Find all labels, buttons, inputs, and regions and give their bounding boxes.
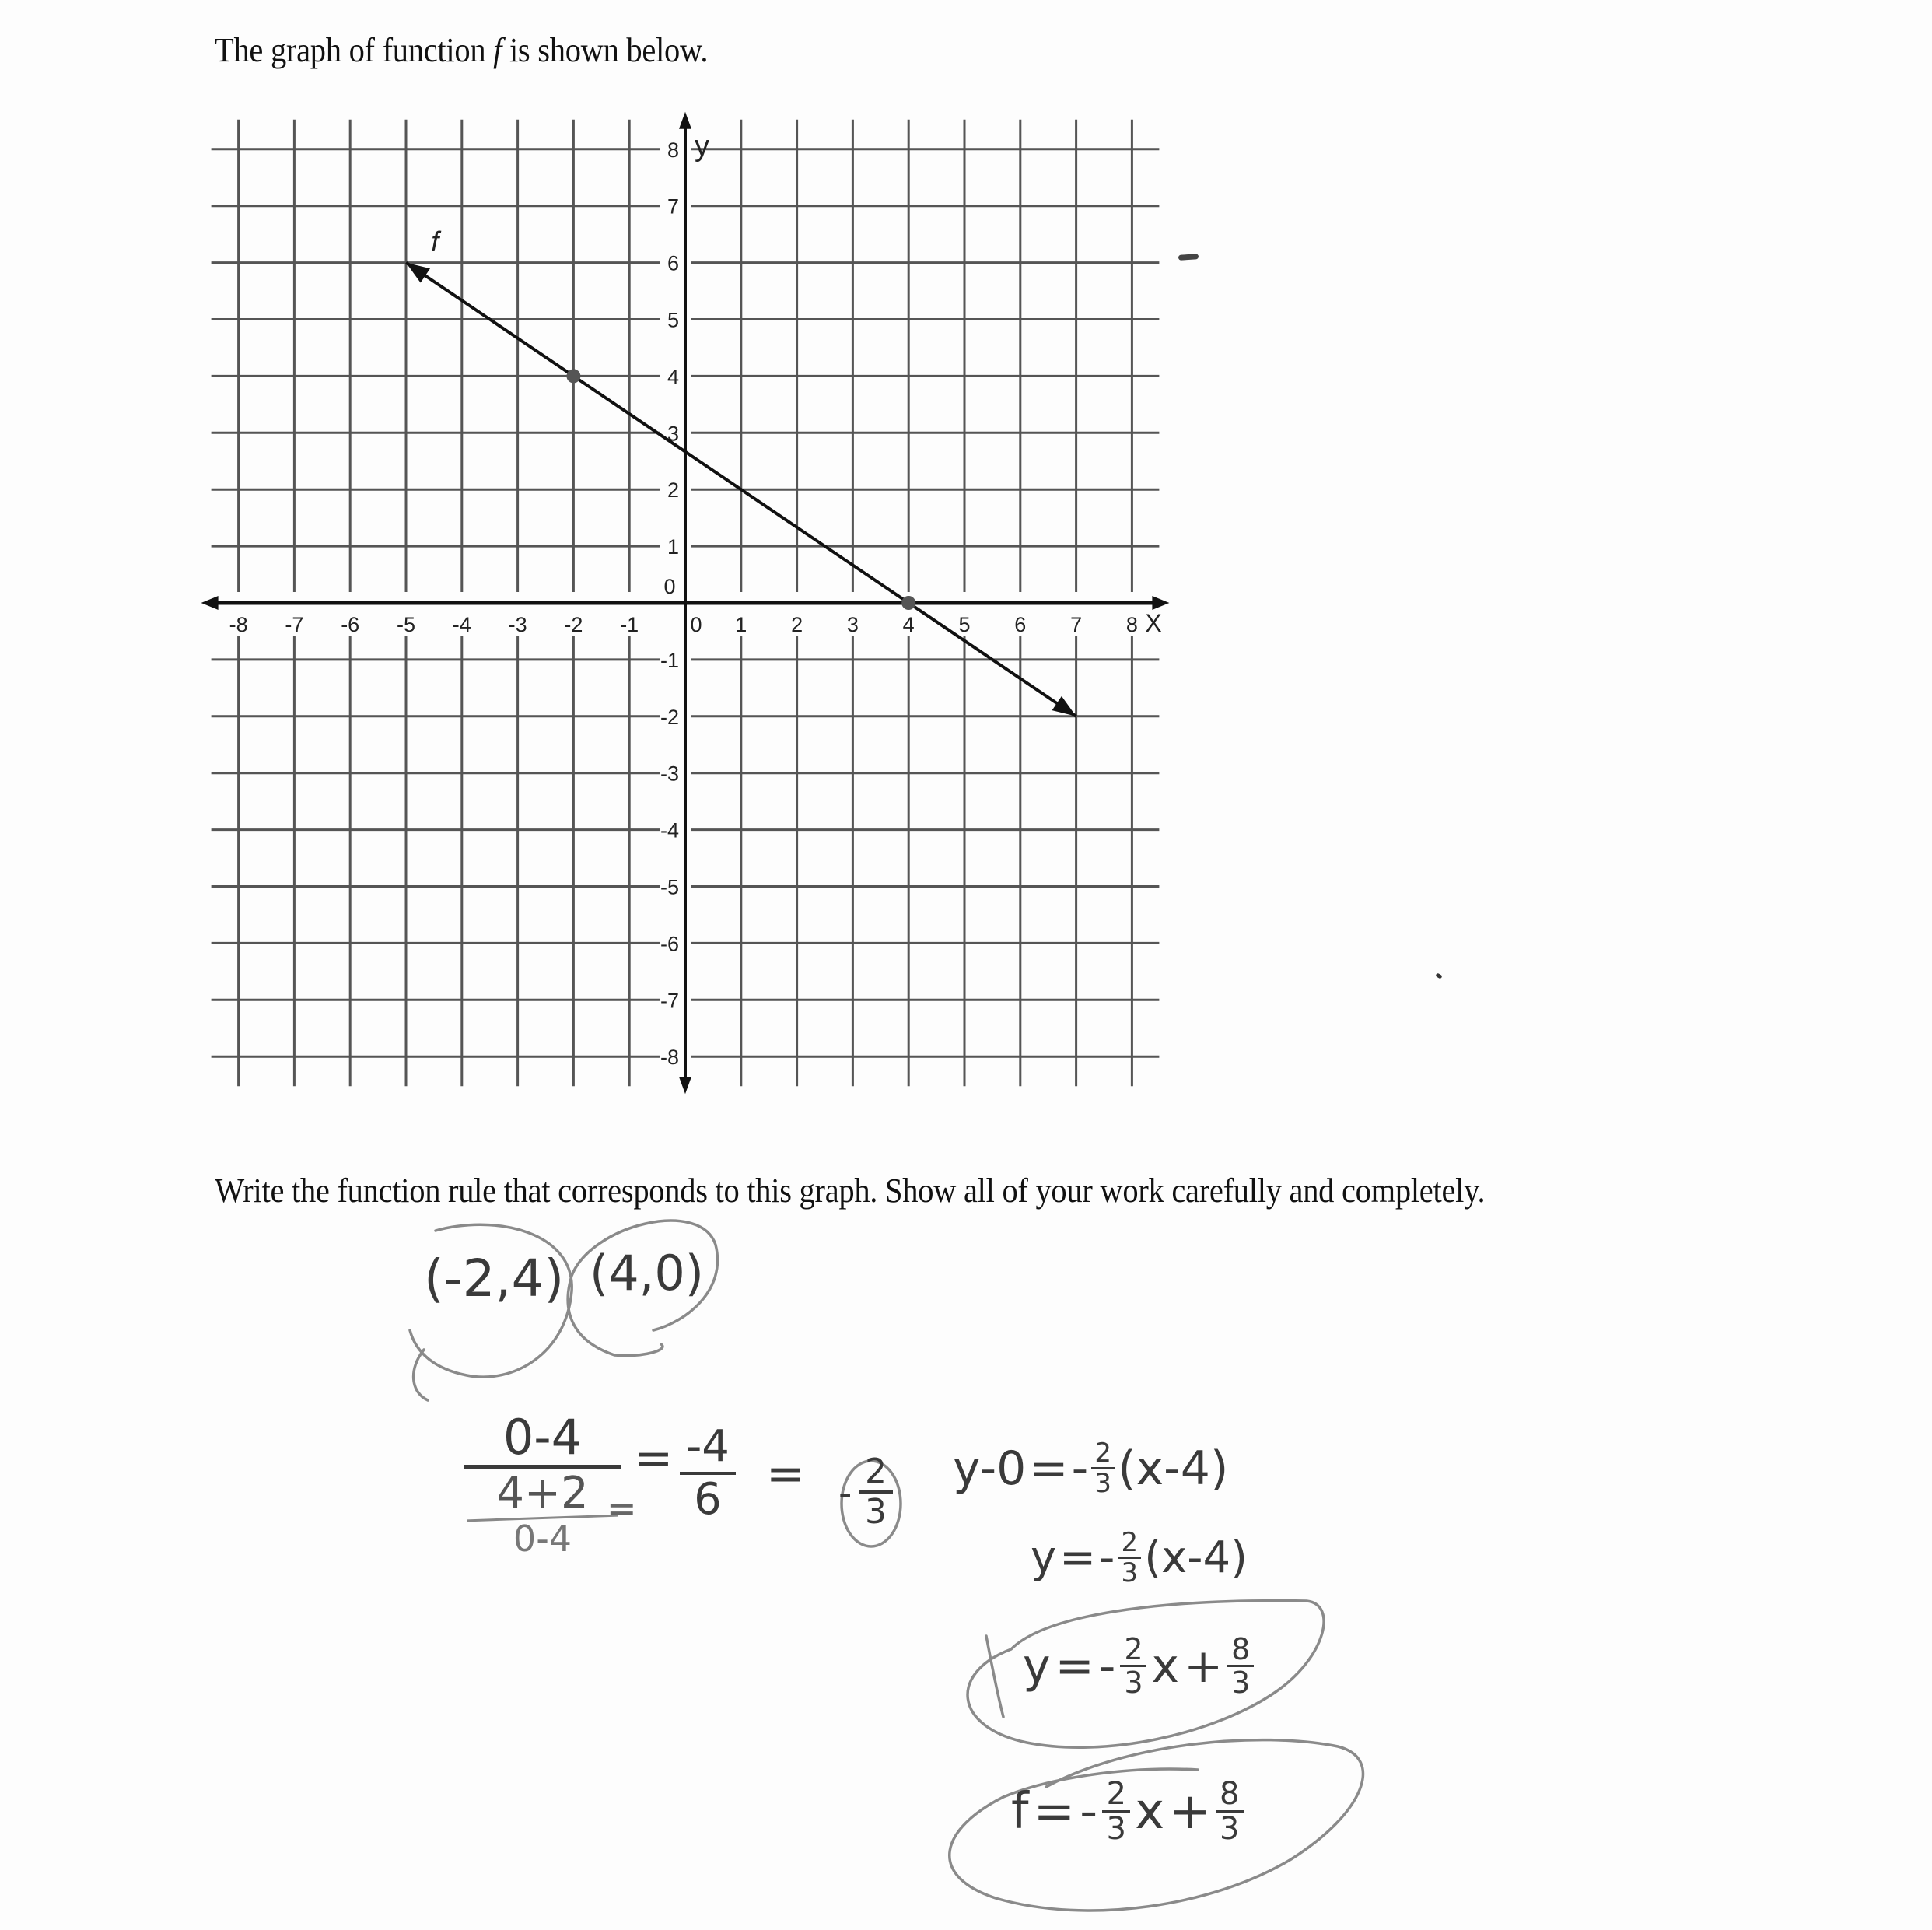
equals-sign: =	[634, 1431, 674, 1486]
coef-sign: -	[1071, 1441, 1089, 1496]
lhs: y	[1023, 1638, 1051, 1694]
equals-sign: =	[766, 1447, 806, 1501]
line-arrowhead-icon	[406, 263, 430, 283]
result-denominator: 3	[865, 1492, 887, 1532]
const-denominator: 3	[1231, 1666, 1251, 1700]
y-tick-label: -6	[660, 932, 679, 956]
y-tick-label: 1	[667, 535, 679, 559]
y-tick-label: -7	[660, 989, 679, 1013]
x-tick-label: 5	[958, 613, 971, 636]
const-numerator: 8	[1220, 1776, 1240, 1812]
y-tick-label: 5	[667, 308, 679, 332]
slope-result-fraction	[859, 1453, 893, 1531]
y-axis-down-arrow-icon	[679, 1077, 691, 1094]
variable-x: x	[1151, 1638, 1179, 1694]
stray-check-mark	[986, 1636, 1003, 1717]
plus-sign: +	[1183, 1638, 1223, 1694]
point-1: (-2,4)	[424, 1249, 565, 1308]
plus-sign: +	[1169, 1782, 1211, 1841]
x-axis-left-arrow-icon	[201, 596, 219, 610]
x-tick-label: 4	[902, 613, 915, 636]
y-tick-label: -1	[660, 648, 679, 672]
x-tick-label: 0	[690, 613, 702, 636]
coef-denominator: 3	[1094, 1468, 1112, 1499]
y-tick-label: 2	[667, 478, 679, 503]
x-tick-label: -4	[452, 613, 471, 636]
x-tick-label: 6	[1014, 613, 1027, 636]
coef-denominator: 3	[1124, 1666, 1143, 1700]
y-tick-label: 4	[667, 365, 679, 389]
constant-fraction	[1216, 1778, 1244, 1845]
coefficient-fraction	[1102, 1778, 1130, 1845]
y-tick-label: 3	[667, 422, 679, 446]
x-tick-label: -2	[564, 613, 583, 636]
intro-text-part: The graph of function	[215, 31, 494, 69]
slope-denominator: 4+2	[496, 1468, 589, 1518]
y-tick-label: -3	[660, 762, 679, 786]
simplified-numerator: -4	[686, 1421, 730, 1472]
slope-sign: -	[838, 1472, 852, 1515]
coef-numerator: 2	[1094, 1438, 1112, 1469]
y-axis-label: y	[695, 129, 709, 163]
question-instruction: Write the function rule that corresponds to this graph. Show all of your work carefully and completely.	[215, 1172, 1486, 1210]
intro-text-part: is shown below.	[502, 31, 709, 69]
y-tick-label: -4	[660, 818, 679, 842]
equals-sign: =	[1059, 1532, 1097, 1583]
function-name: f	[493, 31, 502, 69]
coef-sign: -	[1098, 1638, 1116, 1694]
coef-numerator: 2	[1106, 1776, 1126, 1812]
point-2: (4,0)	[590, 1245, 704, 1301]
x-tick-label: 3	[846, 613, 859, 636]
line-arrowhead-icon	[1052, 696, 1076, 716]
result-numerator: 2	[865, 1452, 887, 1491]
x-axis-label: X	[1145, 609, 1162, 637]
coefficient-fraction	[1120, 1634, 1146, 1698]
equals-sign: =	[1055, 1638, 1094, 1694]
x-tick-label: -7	[285, 613, 304, 636]
x-tick-label: 8	[1125, 613, 1138, 636]
coefficient-fraction	[1118, 1529, 1141, 1587]
x-tick-label: 1	[735, 613, 747, 636]
slope-fraction	[459, 1409, 626, 1560]
y-tick-label: -5	[660, 875, 679, 899]
factor: (x-4)	[1118, 1441, 1229, 1496]
y-tick-label: 7	[667, 194, 679, 219]
y-tick-label: 8	[667, 138, 679, 162]
y-tick-label: 0	[663, 575, 676, 598]
equals-sign: =	[1029, 1441, 1069, 1496]
const-denominator: 3	[1220, 1811, 1240, 1847]
x-tick-label: -6	[341, 613, 360, 636]
coef-sign: -	[1099, 1532, 1115, 1583]
x-tick-label: 7	[1070, 613, 1083, 636]
x-tick-label: -3	[508, 613, 527, 636]
x-tick-label: 2	[791, 613, 803, 636]
x-tick-label: -1	[620, 613, 639, 636]
coef-numerator: 2	[1124, 1632, 1143, 1666]
x-tick-label: -5	[396, 613, 416, 636]
slope-simplified	[677, 1421, 739, 1525]
final-answer	[1011, 1778, 1244, 1845]
x-axis-right-arrow-icon	[1152, 596, 1169, 610]
function-label: f	[431, 226, 439, 258]
lhs: f	[1011, 1782, 1029, 1841]
y-axis-up-arrow-icon	[679, 112, 691, 129]
equals-sign: =	[1033, 1782, 1076, 1841]
plotted-point	[901, 596, 915, 610]
slope-intercept-equation	[1023, 1634, 1254, 1698]
point-slope-equation-1	[953, 1439, 1228, 1497]
lhs: y	[1031, 1532, 1057, 1583]
lhs: y-0	[953, 1441, 1027, 1496]
coef-numerator: 2	[1121, 1527, 1139, 1558]
plotted-point	[566, 369, 580, 383]
factor: (x-4)	[1144, 1532, 1248, 1583]
y-tick-label: 6	[667, 251, 679, 275]
x-tick-label: -8	[229, 613, 248, 636]
equals-sign: =	[607, 1487, 637, 1529]
slope-numerator: 0-4	[502, 1409, 583, 1466]
constant-fraction	[1227, 1634, 1254, 1698]
coefficient-fraction	[1091, 1439, 1115, 1497]
stray-bracket-mark	[414, 1350, 428, 1400]
point-slope-equation-2	[1031, 1529, 1248, 1587]
const-numerator: 8	[1231, 1632, 1251, 1666]
coef-denominator: 3	[1106, 1811, 1126, 1847]
y-tick-label: -8	[660, 1046, 679, 1070]
y-tick-label: -2	[660, 705, 679, 729]
crossed-out-numerator: 0-4	[513, 1518, 572, 1560]
coef-sign: -	[1080, 1782, 1098, 1841]
coef-denominator: 3	[1121, 1557, 1139, 1588]
simplified-denominator: 6	[694, 1474, 722, 1525]
variable-x: x	[1135, 1782, 1165, 1841]
